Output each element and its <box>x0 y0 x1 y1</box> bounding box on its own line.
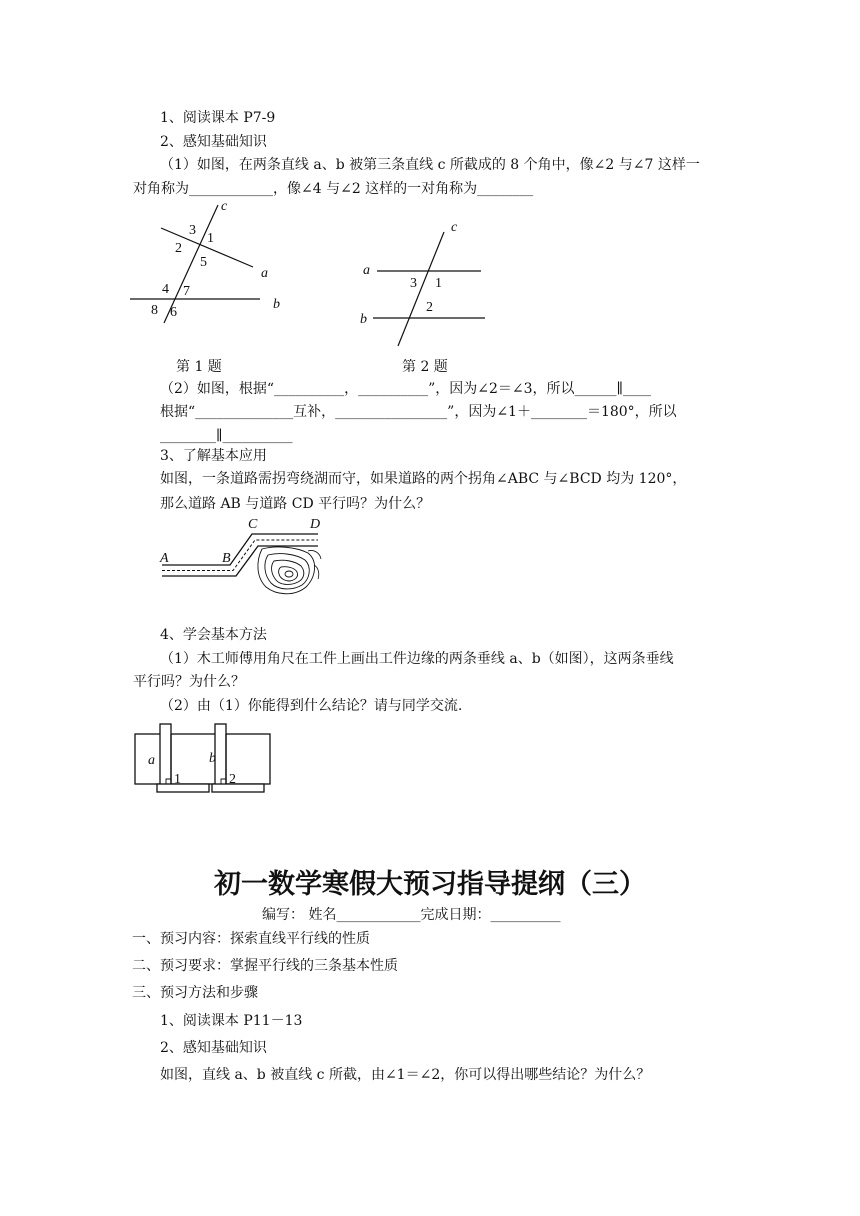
preview-content: 一、预习内容：探索直线平行线的性质 <box>132 931 370 947</box>
step-1-read-textbook-2: 1、阅读课本 P11－13 <box>160 1013 303 1029</box>
question-1-line-1: （1）如图，在两条直线 a、b 被第三条直线 c 所截成的 8 个角中，像∠2 与∠7 这样一 <box>160 157 700 173</box>
step-1-read-textbook: 1、阅读课本 P7-9 <box>160 110 276 126</box>
angle-5-label: 5 <box>200 255 207 270</box>
line-c-label: c <box>451 220 458 235</box>
point-b-label: B <box>222 551 231 566</box>
application-text-line-2: 那么道路 AB 与道路 CD 平行吗？为什么？ <box>160 496 431 512</box>
line-a-label: a <box>261 266 268 281</box>
point-d-label: D <box>310 517 321 532</box>
angle-1-label: 1 <box>174 772 181 787</box>
angle-8-label: 8 <box>151 303 158 318</box>
line-b-label: b <box>273 297 280 312</box>
angle-6-label: 6 <box>170 305 177 320</box>
application-text-line-1: 如图，一条道路需拐弯绕湖而守，如果道路的两个拐角∠ABC 与∠BCD 均为 120°， <box>160 471 687 487</box>
question-1-line-2: 对角称为____________，像∠4 与∠2 这样的一对角称为________ <box>133 181 534 197</box>
angle-2-label: 2 <box>175 241 182 256</box>
line-a-label: a <box>363 263 370 278</box>
step-2-basic-knowledge: 2、感知基础知识 <box>160 134 267 150</box>
road-lake-diagram <box>158 515 323 600</box>
preview-requirement: 二、预习要求：掌握平行线的三条基本性质 <box>132 958 398 974</box>
step-2-basic-knowledge-2: 2、感知基础知识 <box>160 1040 267 1056</box>
question-2-line-3: ________∥__________ <box>160 428 293 444</box>
point-c-label: C <box>248 517 258 532</box>
question-2-line-2: 根据“______________互补，________________”，因为∠1＋________＝180°，所以 <box>160 404 677 420</box>
angle-2-label: 2 <box>426 300 433 315</box>
preview-method-heading: 三、预习方法和步骤 <box>132 985 258 1001</box>
method-question-1-line-1: （1）木工师傅用角尺在工件上画出工件边缘的两条垂线 a、b（如图），这两条垂线 <box>160 651 674 667</box>
angle-2-label: 2 <box>229 772 236 787</box>
figure-2-caption: 第 2 题 <box>402 359 448 375</box>
line-b-label: b <box>209 751 216 766</box>
angle-3-label: 3 <box>410 276 417 291</box>
step-4-basic-method: 4、学会基本方法 <box>160 627 267 643</box>
figure-2-diagram <box>355 220 495 350</box>
method-question-1-line-2: 平行吗？为什么？ <box>133 674 245 690</box>
angle-3-label: 3 <box>189 223 196 238</box>
angle-7-label: 7 <box>183 284 190 299</box>
final-question: 如图，直线 a、b 被直线 c 所截，由∠1＝∠2，你可以得出哪些结论？为什么？ <box>160 1067 651 1083</box>
author-name-date-line: 编写： 姓名____________完成日期：__________ <box>262 907 561 923</box>
question-2-line-1: （2）如图，根据“__________，__________”，因为∠2＝∠3，所以______∥____ <box>160 381 651 397</box>
page-title: 初一数学寒假大预习指导提纲（三） <box>214 869 646 900</box>
line-c-label: c <box>221 199 228 214</box>
line-b-label: b <box>360 312 367 327</box>
carpenter-square-diagram <box>130 720 275 800</box>
step-3-application: 3、了解基本应用 <box>160 448 267 464</box>
figure-1-diagram <box>128 195 298 325</box>
line-a-label: a <box>148 753 155 768</box>
angle-4-label: 4 <box>162 282 169 297</box>
angle-1-label: 1 <box>207 231 214 246</box>
method-question-2: （2）由（1）你能得到什么结论？请与同学交流. <box>160 698 463 714</box>
figure-1-caption: 第 1 题 <box>176 359 222 375</box>
point-a-label: A <box>160 551 169 566</box>
angle-1-label: 1 <box>435 276 442 291</box>
